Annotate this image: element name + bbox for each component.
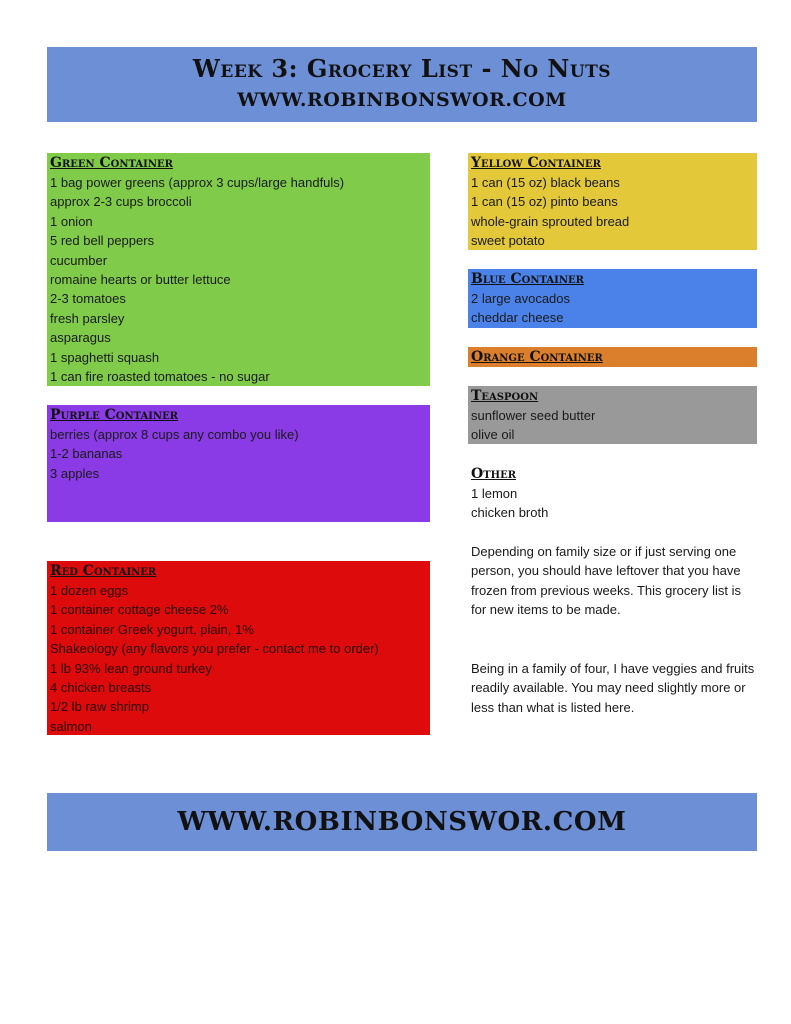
item-list — [50, 425, 427, 483]
note-family-of-four: Being in a family of four, I have veggies and fruits readily available. You may need slightly more or less than what is listed here. — [471, 661, 755, 715]
item-list — [471, 484, 754, 523]
green-container-section — [47, 153, 430, 386]
item-list — [50, 581, 427, 736]
section-title: Blue Container — [471, 271, 584, 287]
list-item: 3 apples — [50, 465, 100, 481]
list-item: asparagus — [50, 330, 111, 346]
section-title: Red Container — [50, 563, 157, 579]
list-item: 1 container cottage cheese 2% — [50, 602, 229, 618]
list-item: cucumber — [50, 252, 108, 268]
list-item: 5 red bell peppers — [50, 233, 155, 249]
list-item: olive oil — [471, 427, 515, 443]
yellow-container-section — [468, 153, 757, 250]
section-title: Purple Container — [50, 407, 179, 423]
item-list — [471, 406, 754, 445]
page-title: Week 3: Grocery List - No Nuts — [192, 54, 612, 83]
list-item: whole-grain sprouted bread — [471, 213, 630, 229]
list-item: sunflower seed butter — [471, 408, 596, 423]
list-item: sweet potato — [471, 233, 545, 249]
list-item: 1 bag power greens (approx 3 cups/large handfuls) — [50, 175, 345, 190]
list-item: 2 large avocados — [471, 291, 571, 306]
list-item: 1 spaghetti squash — [50, 349, 160, 365]
teaspoon-section — [468, 386, 757, 444]
section-title: Green Container — [50, 155, 173, 171]
list-item: 1 lb 93% lean ground turkey — [50, 660, 212, 676]
list-item: chicken broth — [471, 505, 549, 521]
list-item: 2-3 tomatoes — [50, 291, 126, 307]
list-item: 1 onion — [50, 213, 93, 229]
section-title: Yellow Container — [471, 155, 601, 171]
blue-container-section — [468, 269, 757, 328]
list-item: 4 chicken breasts — [50, 680, 152, 696]
list-item: salmon — [50, 718, 92, 734]
list-item: 1 can fire roasted tomatoes - no sugar — [50, 369, 270, 385]
list-item: cheddar cheese — [471, 310, 564, 326]
list-item: berries (approx 8 cups any combo you like) — [50, 427, 299, 442]
footer-banner — [47, 793, 757, 851]
list-item: 1 dozen eggs — [50, 583, 129, 598]
red-container-section — [47, 561, 430, 735]
section-title: Orange Container — [471, 349, 603, 365]
orange-container-section — [468, 347, 757, 367]
header-banner — [47, 47, 757, 122]
list-item: 1 can (15 oz) black beans — [471, 175, 620, 190]
section-title: Teaspoon — [471, 388, 539, 404]
list-item: 1-2 bananas — [50, 446, 123, 462]
section-title: Other — [471, 466, 517, 482]
list-item: Shakeology (any flavors you prefer - contact me to order) — [50, 641, 379, 657]
list-item: 1 can (15 oz) pinto beans — [471, 194, 618, 210]
other-section — [468, 464, 757, 524]
header-url: WWW.ROBINBONSWOR.COM — [237, 89, 567, 111]
note-family-size: Depending on family size or if just serving one person, you should have leftover that you have frozen from previous weeks. This grocery list is for new items to be made. — [471, 544, 741, 618]
list-item: 1 container Greek yogurt, plain, 1% — [50, 621, 254, 637]
item-list — [471, 289, 754, 328]
footer-url: WWW.ROBINBONSWOR.COM — [177, 807, 627, 837]
list-item: 1/2 lb raw shrimp — [50, 699, 149, 715]
purple-container-section — [47, 405, 430, 522]
list-item: fresh parsley — [50, 310, 125, 326]
item-list — [471, 173, 754, 251]
list-item: approx 2-3 cups broccoli — [50, 194, 192, 210]
list-item: 1 lemon — [471, 486, 518, 501]
item-list — [50, 173, 427, 386]
list-item: romaine hearts or butter lettuce — [50, 272, 231, 288]
